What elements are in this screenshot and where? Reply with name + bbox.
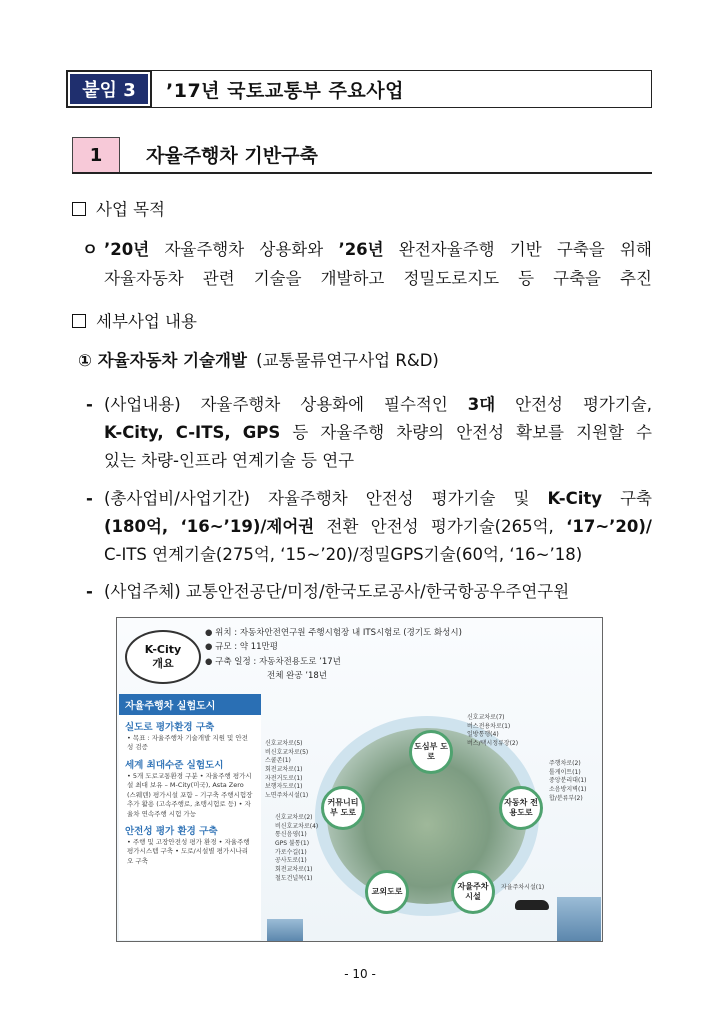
- test-city-heading: 자율주행차 실험도시: [119, 694, 261, 715]
- word: 평가기술(265억,: [430, 517, 554, 536]
- word: (사업내용): [104, 395, 181, 414]
- node-parking: 자율주차 시설: [451, 870, 495, 914]
- item-1-subtitle: (교통물류연구사업 R&D): [256, 351, 439, 370]
- test-city-panel: [119, 694, 261, 940]
- detail-2-line-3: C-ITS 연계기술(275억, ‘15~’20)/정밀GPS기술(60억, ‘16~’18): [104, 545, 583, 564]
- checkbox-square-icon: [72, 202, 86, 216]
- detail-2-line-1: [104, 491, 652, 508]
- parking-facility-list: 자율주차시설(1): [501, 884, 545, 891]
- largest-city-text: • 5개 도로교통환경 구분 • 자율주행 평가시설 최대 보유 – M-City(미국), Asta Zero (스웨덴) 평가시설 포함 – 기구축 주행시험장 추가 활용 (고속주행로, 초탱시험로 등) • 자율차 연속주행 시험 가능: [127, 771, 253, 818]
- city-skyline: [267, 919, 303, 941]
- item-1-heading: [78, 353, 439, 370]
- word: (180억,: [104, 517, 169, 536]
- highway-facility-list: 주행차로(2) 톨게이트(1) 중앙분리대(1) 소음방지벽(1) 합/분류부(2): [549, 760, 587, 802]
- word: 자율주행: [320, 423, 385, 442]
- item-1-title: ① 자율자동차 기술개발: [78, 351, 247, 370]
- purpose-bullet: ㅇ: [82, 240, 98, 259]
- section-title: 자율주행차 기반구축: [146, 145, 318, 167]
- word: 추진: [620, 269, 652, 288]
- word: 지원할: [576, 423, 624, 442]
- attachment-tag: 붙임 3: [68, 72, 150, 106]
- page-number: - 10 -: [344, 967, 376, 981]
- word: 완전자율주행: [398, 240, 495, 259]
- word: GPS: [242, 423, 281, 442]
- word: 및: [513, 489, 530, 508]
- details-heading: 세부사업 내용: [72, 314, 197, 331]
- word: 수: [636, 423, 652, 442]
- detail-1-line-2: [104, 425, 652, 442]
- word: 정밀도로지도: [403, 269, 500, 288]
- node-community-road: 커뮤니티부 도로: [321, 786, 365, 830]
- attachment-title-box: [66, 70, 652, 108]
- word: 차량의: [396, 423, 445, 442]
- word: 상용화와: [259, 240, 324, 259]
- word: 자율주행차: [268, 489, 348, 508]
- safety-env-heading: 안전성 평가 환경 구축: [125, 825, 218, 837]
- word: ’20년: [104, 240, 150, 259]
- word: K-City: [547, 489, 603, 508]
- word: ‘17~’20)/: [566, 517, 652, 536]
- word: 구축: [620, 489, 652, 508]
- word: (총사업비/사업기간): [104, 489, 250, 508]
- word: ‘16~’19)/제어권: [180, 517, 315, 536]
- k-city-oval: K-City 개요: [125, 630, 201, 684]
- word: C-ITS,: [175, 423, 231, 442]
- detail-1-line-3: 있는 차량-인프라 연계기술 등 연구: [104, 451, 355, 470]
- real-road-text: • 목표 : 자율주행차 기술개발 지원 및 안전성 검증: [127, 734, 248, 752]
- community-facility-list: 신호교차로(5) 비신호교차로(5) 스쿨존(1) 회전교차로(1) 자전거도로(1) 보행자도로(1) 노면주차시설(1): [265, 740, 309, 800]
- dash-1: -: [86, 395, 93, 414]
- checkbox-square-icon: [72, 314, 86, 328]
- word: 관련: [202, 269, 235, 288]
- word: 기반: [509, 240, 542, 259]
- detail-2-line-2: [104, 519, 652, 536]
- k-city-info: ● 위치 : 자동차안전연구원 주행시험장 내 ITS시험로 (경기도 화성시) ● 규모 : 약 11만평 ● 구축 일정 : 자동차전용도로 ’17년 전체 완공 ’18년: [205, 626, 462, 684]
- dash-3: -: [86, 582, 93, 601]
- word: 등: [292, 423, 309, 442]
- word: 구축을: [556, 240, 605, 259]
- purpose-heading: 사업 목적: [72, 202, 165, 219]
- dash-2: -: [86, 489, 93, 508]
- word: 전환: [326, 517, 359, 536]
- suburban-facility-list: 신호교차로(2) 비신호교차로(4) 통신음영(1) GPS 불통(1) 가로수길(1) 공사도로(1) 회전교차로(1) 철도건널목(1): [275, 814, 319, 882]
- word: 개발하고: [320, 269, 385, 288]
- section-divider: [72, 172, 652, 174]
- largest-city-heading: 세계 최대수준 실험도시: [125, 759, 224, 771]
- urban-facility-list: 신호교차로(7) 버스전용차로(1) 일방통행(4) 버스/택시정류장(2): [467, 714, 519, 748]
- word: 평가기술: [431, 489, 496, 508]
- node-suburban-road: 교외도로: [365, 870, 409, 914]
- purpose-line-2: [104, 271, 652, 288]
- word: 안전성: [365, 489, 414, 508]
- section-number: 1: [72, 137, 120, 173]
- word: 상용화에: [300, 395, 365, 414]
- word: 자율주행차: [200, 395, 281, 414]
- node-highway: 자동차 전용도로: [499, 786, 543, 830]
- word: 평가기술,: [582, 395, 652, 414]
- k-city-overview-figure: [116, 617, 603, 942]
- word: ’26년: [338, 240, 384, 259]
- word: K-City,: [104, 423, 164, 442]
- building-skyline: [557, 897, 601, 941]
- detail-3: (사업주체) 교통안전공단/미정/한국도로공사/한국항공우주연구원: [104, 582, 570, 601]
- detail-1-line-1: [104, 397, 652, 414]
- word: 안전성: [456, 423, 505, 442]
- safety-env-text: • 주행 및 고장안전성 평가 환경 • 자율주행 평가시스템 구축 • 도로/시설별 평가시나리오 구축: [127, 837, 250, 865]
- word: 기술을: [253, 269, 302, 288]
- real-road-heading: 실도로 평가환경 구축: [125, 722, 215, 733]
- word: 등: [518, 269, 535, 288]
- word: 자율자동차: [104, 269, 184, 288]
- word: 안전성: [515, 395, 563, 414]
- word: 3대: [467, 395, 496, 414]
- purpose-line-1: [104, 242, 652, 259]
- page-title: ’17년 국토교통부 주요사업: [151, 71, 651, 107]
- word: 위해: [620, 240, 652, 259]
- word: 구축을: [553, 269, 601, 288]
- car-icon: [515, 900, 549, 910]
- word: 자율주행차: [164, 240, 245, 259]
- word: 필수적인: [384, 395, 448, 414]
- word: 안전성: [370, 517, 419, 536]
- node-urban-road: 도심부 도로: [409, 730, 453, 774]
- word: 확보를: [516, 423, 564, 442]
